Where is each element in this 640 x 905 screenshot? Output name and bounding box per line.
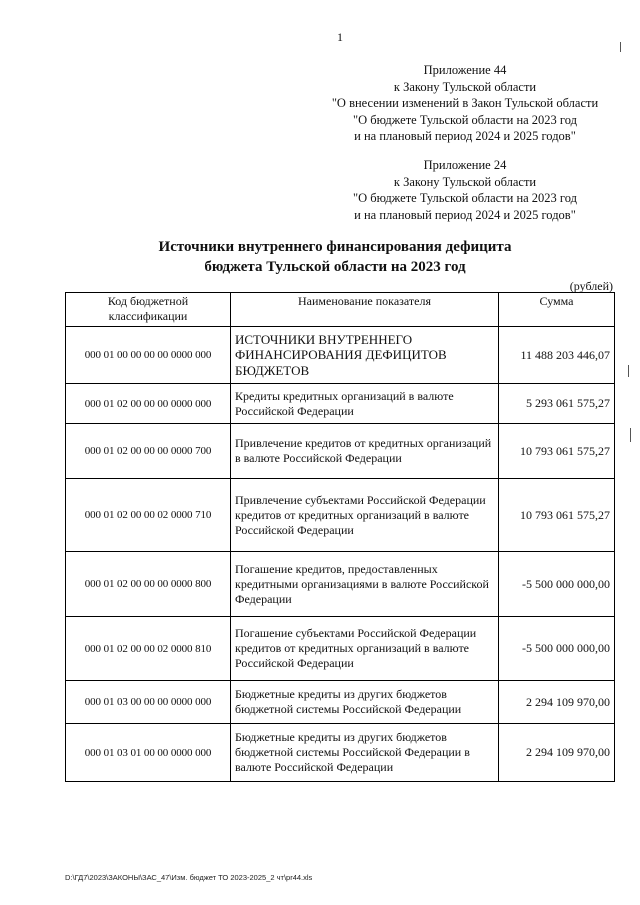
scan-edge-mark [620,42,621,52]
appendix-24-line: и на плановый период 2024 и 2025 годов" [354,207,576,222]
row-code: 000 01 02 00 00 02 0000 810 [66,617,231,681]
appendix-24-line: Приложение 24 [423,158,507,172]
row-code: 000 01 00 00 00 00 0000 000 [66,327,231,384]
appendix-24-line: к Закону Тульской области [393,174,537,189]
row-code: 000 01 02 00 00 00 0000 000 [66,384,231,424]
table-row [66,384,615,424]
header-sum: Сумма [499,293,615,327]
appendix-44-line: "О внесении изменений в Закон Тульской области [331,96,599,110]
document-title [40,238,630,277]
row-sum: 2 294 109 970,00 [499,681,615,724]
appendix-44-line: Приложение 44 [423,63,507,77]
scan-edge-mark [630,428,631,442]
row-name: Привлечение субъектами Российской Федерации кредитов от кредитных организаций в валюте Российской Федерации [231,479,499,552]
table-row [66,479,615,552]
row-name: Привлечение кредитов от кредитных организаций в валюте Российской Федерации [231,424,499,479]
row-sum: 11 488 203 446,07 [499,327,615,384]
row-sum: 2 294 109 970,00 [499,724,615,782]
table-row [66,617,615,681]
row-code: 000 01 02 00 00 00 0000 700 [66,424,231,479]
table-row [66,424,615,479]
row-name: Погашение субъектами Российской Федерации кредитов от кредитных организаций в валюте Российской Федерации [231,617,499,681]
row-name: Бюджетные кредиты из других бюджетов бюджетной системы Российской Федерации [231,681,499,724]
header-code: Код бюджетной классификации [66,293,231,327]
document-title-line: бюджета Тульской области на 2023 год [204,258,466,275]
row-code: 000 01 03 01 00 00 0000 000 [66,724,231,782]
row-code: 000 01 02 00 00 02 0000 710 [66,479,231,552]
row-name: Погашение кредитов, предоставленных кредитными организациями в валюте Российской Федерации [231,552,499,617]
appendix-44-line: и на плановый период 2024 и 2025 годов" [354,129,576,143]
appendix-24-line: "О бюджете Тульской области на 2023 год [353,191,577,205]
table-row [66,327,615,384]
appendix-24-block [300,157,630,223]
row-name: ИСТОЧНИКИ ВНУТРЕННЕГО ФИНАНСИРОВАНИЯ ДЕФИЦИТОВ БЮДЖЕТОВ [231,327,499,384]
document-title-line: Источники внутреннего финансирования дефицита [158,239,512,255]
scan-edge-mark [628,365,629,377]
appendix-44-line: "О бюджете Тульской области на 2023 год [353,112,577,127]
table-row [66,552,615,617]
row-sum: 10 793 061 575,27 [499,424,615,479]
appendix-44-block [300,62,630,145]
unit-label: (рублей) [569,279,613,293]
page-number: 1 [337,30,343,44]
row-sum: 10 793 061 575,27 [499,479,615,552]
table-row [66,681,615,724]
row-name: Кредиты кредитных организаций в валюте Российской Федерации [231,384,499,424]
row-sum: -5 500 000 000,00 [499,617,615,681]
financing-sources-table [65,292,615,782]
header-name: Наименование показателя [231,293,499,327]
row-sum: 5 293 061 575,27 [499,384,615,424]
row-code: 000 01 02 00 00 00 0000 800 [66,552,231,617]
file-path-footer: D:\ГД7\2023\ЗАКОНЫ\ЗАС_47\Изм. бюджет ТО 2023-2025_2 чт\pr44.xls [65,873,313,882]
row-sum: -5 500 000 000,00 [499,552,615,617]
table-row [66,724,615,782]
appendix-44-line: к Закону Тульской области [393,79,537,94]
row-name: Бюджетные кредиты из других бюджетов бюджетной системы Российской Федерации в валюте Российской Федерации [231,724,499,782]
row-code: 000 01 03 00 00 00 0000 000 [66,681,231,724]
table-header-row [66,293,615,327]
